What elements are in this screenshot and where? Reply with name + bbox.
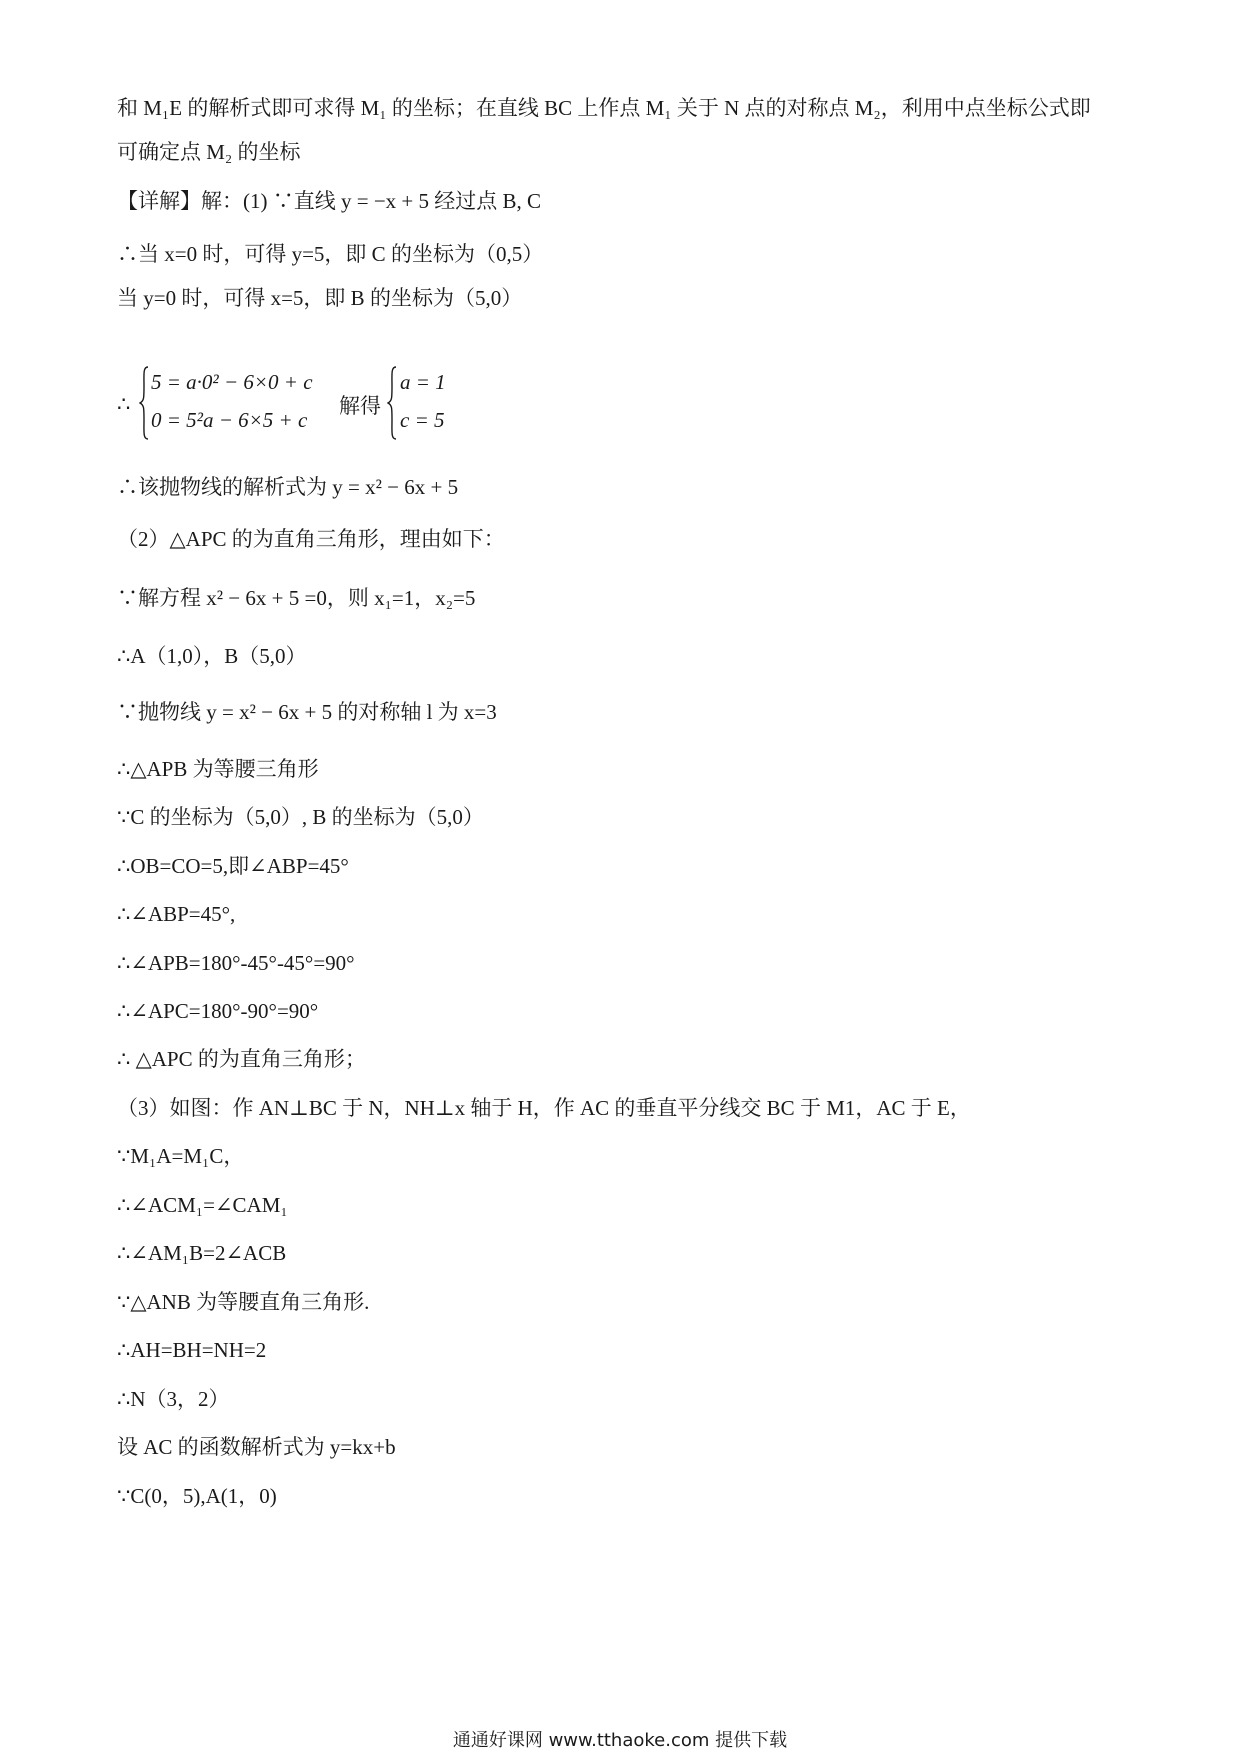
text-line: ∵△ANB 为等腰直角三角形. (117, 1290, 370, 1314)
text-line: ∵M₁A=M₁C， (117, 1144, 245, 1168)
text-line: ∴N（3，2） (117, 1387, 230, 1411)
text-line: ∴∠ACM₁=∠CAM₁ (117, 1193, 288, 1217)
text-line: ∴当 x=0 时，可得 y=5，即 C 的坐标为（0,5） (117, 242, 544, 266)
text-line: ∴ △APC 的为直角三角形； (117, 1047, 366, 1071)
text-line: （3）如图：作 AN⊥BC 于 N，NH⊥x 轴于 H，作 AC 的垂直平分线交 BC 于 M1，AC 于 E， (117, 1096, 971, 1120)
solve-label: 解得 (339, 394, 381, 418)
text-line: ∴∠APC=180°-90°=90° (117, 999, 319, 1023)
text-line: ∴∠ABP=45°, (117, 902, 236, 926)
text-line: ∴A（1,0），B（5,0） (117, 644, 307, 668)
text-line: 【详解】解：(1) ∵直线 y = −x + 5 经过点 B, C (117, 189, 542, 213)
equation-1: 5 = a·0² − 6×0 + c (151, 370, 313, 394)
text-line: 当 y=0 时，可得 x=5，即 B 的坐标为（5,0） (117, 286, 523, 310)
footer-credit: 通通好课网 www.tthaoke.com 提供下载 (452, 1730, 788, 1751)
text-line: ∴∠APB=180°-45°-45°=90° (117, 951, 355, 975)
text-line: ∴该抛物线的解析式为 y = x² − 6x + 5 (117, 475, 459, 499)
therefore-symbol: ∴ (117, 392, 131, 416)
text-line: 和 M₁E 的解析式即可求得 M₁ 的坐标；在直线 BC 上作点 M₁ 关于 N 点的对称点 M₂，利用中点坐标公式即 (117, 96, 1091, 120)
text-line: 可确定点 M₂ 的坐标 (117, 140, 301, 164)
equation-2: 0 = 5²a − 6×5 + c (151, 408, 308, 432)
solution-2: c = 5 (400, 408, 445, 432)
text-line: ∵解方程 x² − 6x + 5 =0，则 x₁=1，x₂=5 (117, 586, 476, 610)
text-line: （2）△APC 的为直角三角形，理由如下： (117, 527, 505, 551)
text-line: ∵C(0，5),A(1，0) (117, 1484, 277, 1508)
text-line: ∴OB=CO=5,即∠ABP=45° (117, 854, 349, 878)
text-line: ∴△APB 为等腰三角形 (117, 757, 319, 781)
solution-1: a = 1 (400, 370, 446, 394)
left-brace-icon (387, 366, 397, 440)
left-brace-icon (139, 366, 149, 440)
text-line: ∴AH=BH=NH=2 (117, 1338, 267, 1362)
text-line: ∵抛物线 y = x² − 6x + 5 的对称轴 l 为 x=3 (117, 700, 497, 724)
text-line: ∴∠AM₁B=2∠ACB (117, 1241, 287, 1265)
text-line: 设 AC 的函数解析式为 y=kx+b (117, 1435, 396, 1459)
text-line: ∵C 的坐标为（5,0）, B 的坐标为（5,0） (117, 805, 484, 829)
